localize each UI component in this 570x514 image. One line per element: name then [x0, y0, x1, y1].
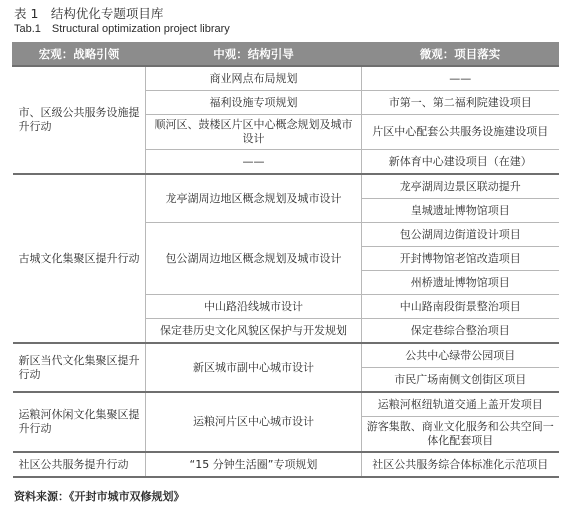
source-note: 资料来源：《开封市城市双修规划》 — [14, 490, 185, 503]
macro-cell: 市、区级公共服务设施提升行动 — [13, 66, 146, 174]
micro-cell: —— — [362, 66, 559, 91]
table-caption-en: Tab.1 Structural optimization project library — [14, 23, 230, 35]
project-library-table — [12, 42, 559, 478]
micro-cell: 龙亭湖周边景区联动提升 — [362, 174, 559, 199]
micro-cell: 市民广场南侧文创街区项目 — [362, 368, 559, 393]
table-row — [13, 343, 559, 368]
micro-cell: 片区中心配套公共服务设施建设项目 — [362, 115, 559, 150]
meso-cell: 顺河区、鼓楼区片区中心概念规划及城市设计 — [146, 115, 362, 150]
table-row — [13, 174, 559, 199]
table-caption-cn: 表 1 结构优化专题项目库 — [14, 6, 164, 21]
meso-cell: 福利设施专项规划 — [146, 91, 362, 115]
micro-cell: 运粮河枢纽轨道交通上盖开发项目 — [362, 392, 559, 417]
micro-cell: 游客集散、商业文化服务和公共空间一体化配套项目 — [362, 417, 559, 453]
header-meso: 中观：结构引导 — [146, 43, 362, 67]
meso-cell: 龙亭湖周边地区概念规划及城市设计 — [146, 174, 362, 223]
table-row — [13, 452, 559, 477]
header-micro: 微观：项目落实 — [362, 43, 559, 67]
meso-cell: 包公湖周边地区概念规划及城市设计 — [146, 223, 362, 295]
macro-cell: 新区当代文化集聚区提升行动 — [13, 343, 146, 392]
header-macro: 宏观：战略引领 — [13, 43, 146, 67]
micro-cell: 皇城遗址博物馆项目 — [362, 199, 559, 223]
table-row — [13, 392, 559, 417]
meso-cell: 运粮河片区中心城市设计 — [146, 392, 362, 452]
meso-cell: 商业网点布局规划 — [146, 66, 362, 91]
table-header-row — [13, 43, 559, 67]
meso-cell: 新区城市副中心城市设计 — [146, 343, 362, 392]
micro-cell: 市第一、第二福利院建设项目 — [362, 91, 559, 115]
meso-cell: “15 分钟生活圈”专项规划 — [146, 452, 362, 477]
table-row — [13, 66, 559, 91]
meso-cell: —— — [146, 150, 362, 175]
micro-cell: 包公湖周边街道设计项目 — [362, 223, 559, 247]
micro-cell: 保定巷综合整治项目 — [362, 319, 559, 344]
meso-cell: 中山路沿线城市设计 — [146, 295, 362, 319]
macro-cell: 运粮河休闲文化集聚区提升行动 — [13, 392, 146, 452]
micro-cell: 中山路南段街景整治项目 — [362, 295, 559, 319]
micro-cell: 新体育中心建设项目（在建） — [362, 150, 559, 175]
micro-cell: 社区公共服务综合体标准化示范项目 — [362, 452, 559, 477]
macro-cell: 社区公共服务提升行动 — [13, 452, 146, 477]
macro-cell: 古城文化集聚区提升行动 — [13, 174, 146, 343]
micro-cell: 公共中心绿带公园项目 — [362, 343, 559, 368]
meso-cell: 保定巷历史文化风貌区保护与开发规划 — [146, 319, 362, 344]
micro-cell: 州桥遗址博物馆项目 — [362, 271, 559, 295]
micro-cell: 开封博物馆老馆改造项目 — [362, 247, 559, 271]
